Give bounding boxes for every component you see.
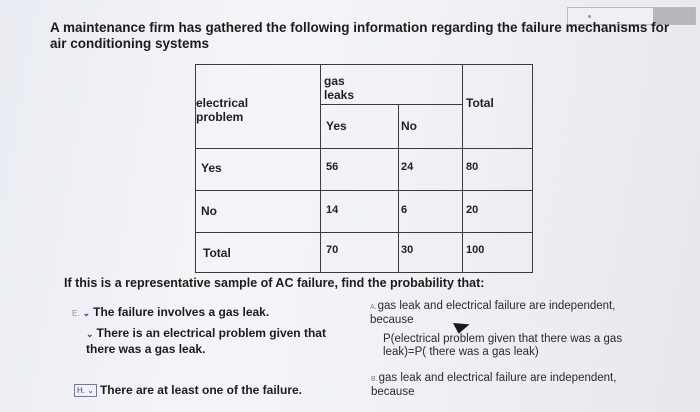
item-conditional[interactable] — [86, 326, 356, 357]
cell-total-total: 100 — [466, 244, 485, 256]
item-h-prefix: H. — [77, 386, 85, 396]
item-h-dropdown[interactable]: H. ⌄ — [74, 384, 97, 397]
item-e-prefix: E. — [72, 309, 80, 318]
dot-icon — [588, 15, 591, 18]
item-e[interactable] — [72, 305, 352, 321]
cell-no-total: 20 — [466, 204, 479, 216]
col-group-header: gas leaks — [324, 74, 355, 102]
option-b-letter: B. — [371, 376, 378, 383]
option-conditional — [383, 333, 653, 359]
total-header: Total — [466, 96, 494, 110]
option-conditional-text: P(electrical problem given that there was a gas leak)=P( there was a gas leak) — [383, 333, 623, 358]
cell-no-yes: 14 — [326, 204, 339, 216]
cell-total-yes: 70 — [326, 244, 339, 256]
question-prompt: If this is a representative sample of AC failure, find the probability that: — [64, 276, 485, 290]
row-group-header: electrical problem — [196, 96, 249, 124]
option-b — [371, 372, 651, 399]
item-conditional-text: There is an electrical problem given that there was a gas leak. — [86, 326, 326, 356]
chevron-down-icon[interactable]: ⌄ — [82, 308, 91, 318]
cell-yes-yes: 56 — [326, 161, 339, 173]
item-h-text: There are at least one of the failure. — [99, 383, 302, 397]
cell-total-no: 30 — [401, 244, 414, 256]
row-label-yes: Yes — [201, 161, 222, 175]
row-label-no: No — [201, 204, 217, 218]
col-header-no: No — [401, 119, 417, 133]
col-header-yes: Yes — [326, 119, 347, 133]
chevron-down-icon[interactable]: ⌄ — [86, 329, 94, 339]
option-a-letter: A. — [370, 304, 377, 311]
option-a — [370, 300, 650, 327]
option-a-text: gas leak and electrical failure are independent, because — [370, 300, 616, 326]
row-label-total: Total — [203, 246, 231, 260]
option-b-text: gas leak and electrical failure are independent, because — [371, 372, 617, 398]
cell-yes-no: 24 — [401, 161, 414, 173]
item-h[interactable] — [74, 383, 364, 398]
cell-no-no: 6 — [401, 204, 408, 216]
item-e-text: The failure involves a gas leak. — [93, 305, 270, 319]
cell-yes-total: 80 — [466, 161, 479, 173]
question-title: A maintenance firm has gathered the following information regarding the failure mechanisms for air conditioning systems — [50, 20, 670, 51]
